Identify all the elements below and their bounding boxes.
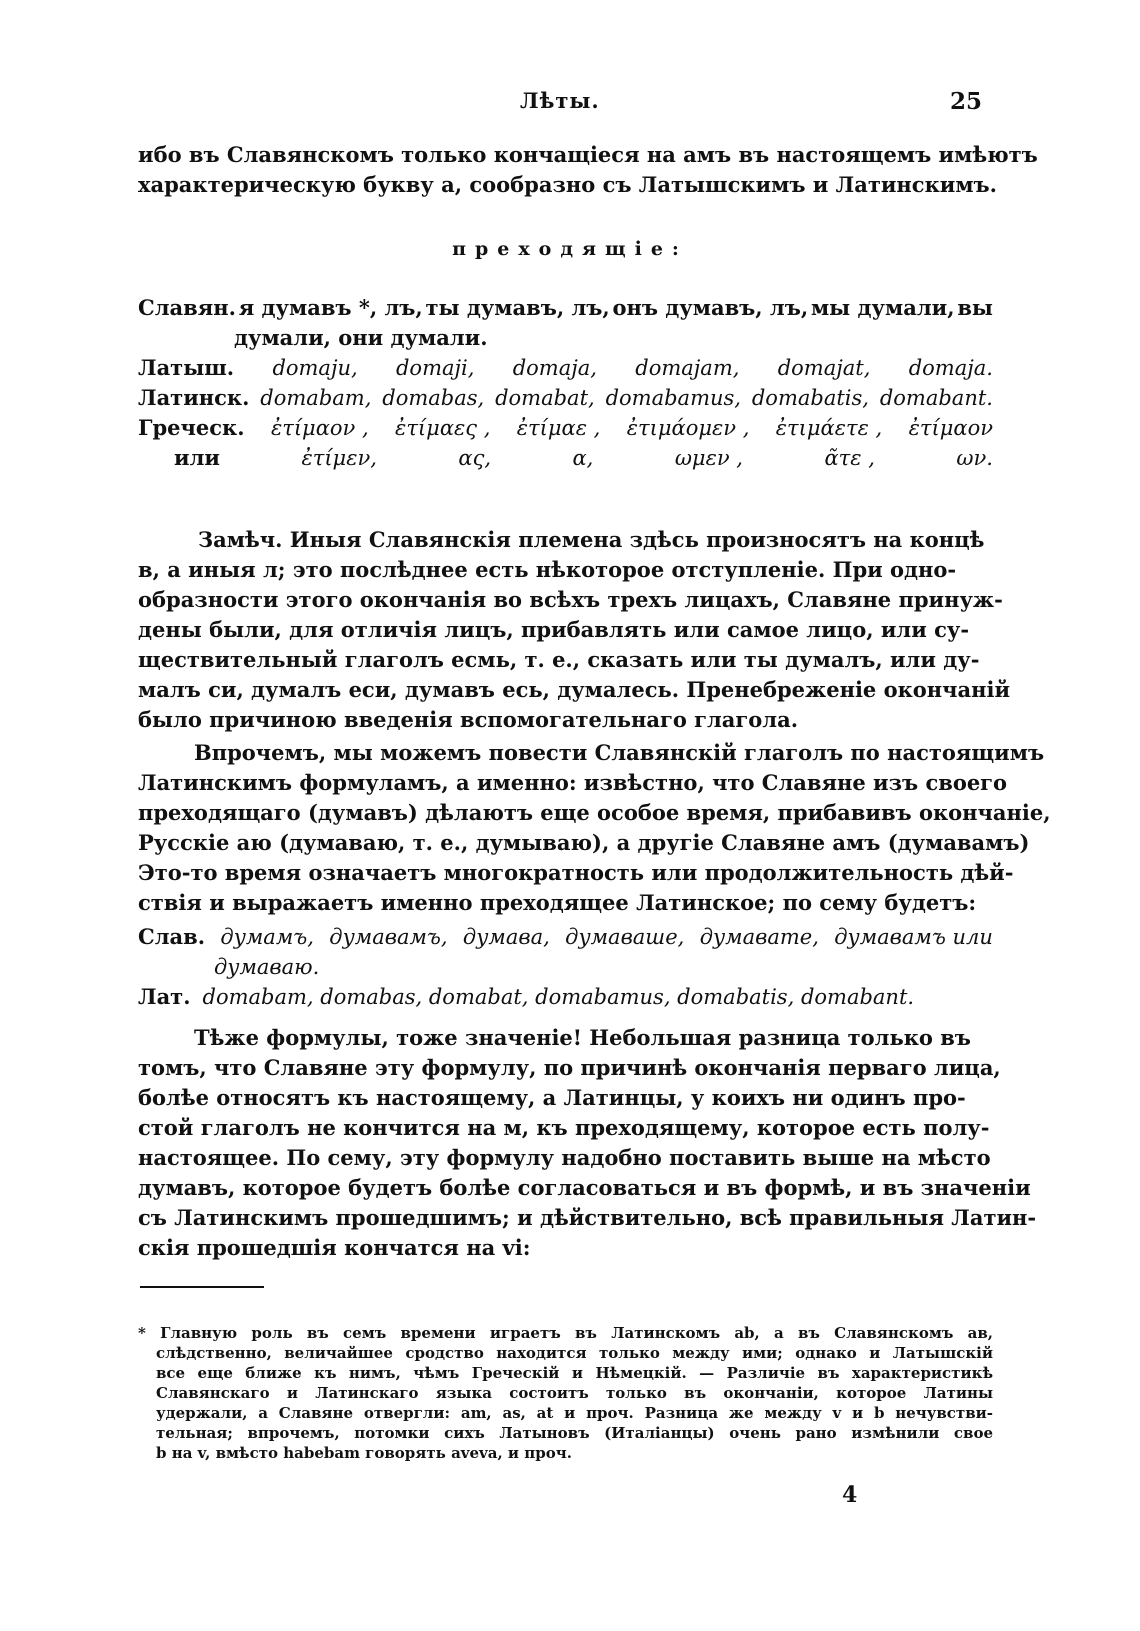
- paragraph-3: [138, 1023, 1037, 1263]
- text-line: Впрочемъ, мы можемъ повести Славянскій глаголъ по настоящимъ: [194, 740, 1045, 765]
- text-line: ствія и выражаетъ именно преходящее Латинское; по сему будетъ:: [138, 890, 977, 915]
- form-cell: domaji,: [395, 356, 475, 380]
- form-cell: думаваше,: [565, 925, 685, 949]
- form-cell: ты думавъ, лъ,: [425, 295, 610, 320]
- footnote-rule: [140, 1286, 264, 1288]
- form-cell: domajat,: [777, 356, 871, 380]
- text-line: томъ, что Славяне эту формулу, по причинѣ окончанія перваго лица,: [138, 1055, 1001, 1080]
- form-cell: думамъ,: [220, 925, 314, 949]
- form-cell: domajam,: [635, 356, 740, 380]
- signature-mark: 4: [842, 1482, 858, 1508]
- form-cell: думавaю.: [214, 955, 320, 979]
- form-cell: вы: [957, 295, 993, 320]
- lat-formula-row: [138, 982, 993, 1012]
- text-line: преходящаго (думавъ) дѣлаютъ еще особое время, прибавивъ окончаніе,: [138, 800, 1051, 825]
- form-cell: думали, они думали.: [234, 325, 488, 350]
- form-cell: domabam, domabas, domabat, domabamus, domabatis, domabant.: [202, 985, 915, 1009]
- form-cell: α,: [572, 446, 594, 470]
- text-line: ибо въ Славянскомъ только кончащіеся на амъ въ настоящемъ имѣютъ: [138, 142, 1038, 167]
- form-cell: ἐτιμάετε ,: [775, 416, 883, 440]
- footnote-line: слѣдственно, величайшее сродство находится только между ими; однако и Латышскій: [156, 1344, 993, 1362]
- form-cell: думавамъ или: [834, 925, 993, 949]
- slav-formula-row: [138, 922, 993, 952]
- footnote: [138, 1323, 993, 1463]
- form-cell: думава,: [462, 925, 550, 949]
- text-line: Русскіе аю (думаваю, т. е., думываю), а другіе Славяне амъ (думавамъ): [138, 830, 1030, 855]
- footnote-line: * Главную роль въ семъ времени играетъ въ Латинскомъ ab, а въ Славянскомъ ав,: [138, 1324, 993, 1342]
- form-cell: domabat,: [495, 386, 595, 410]
- footnote-line: тельная; впрочемъ, потомки сихъ Латыновъ (Италіанцы) очень рано измѣнили свое: [156, 1424, 993, 1442]
- form-cell: ας,: [458, 446, 492, 470]
- form-cell: domabatis,: [751, 386, 869, 410]
- form-cell: domabas,: [382, 386, 485, 410]
- formula-table: [138, 922, 993, 1012]
- form-cell: domabamus,: [605, 386, 741, 410]
- footnote-line: все еще ближе къ нимъ, чѣмъ Греческій и Нѣмецкій. — Различіе въ характеристикѣ: [156, 1364, 993, 1382]
- footnote-line: удержали, а Славяне отвергли: am, as, at и проч. Разница же между v и b нечувстви-: [156, 1404, 993, 1422]
- greek-or-label: или: [174, 445, 220, 470]
- form-cell: ᾶτε ,: [824, 446, 875, 470]
- lat-label: Лат.: [138, 984, 191, 1009]
- text-line: скія прошедшія кончатся на vi:: [138, 1235, 531, 1260]
- footnote-line: Славянскаго и Латинскаго языка состоитъ только въ окончаніи, которое Латины: [156, 1384, 993, 1402]
- greek-row: [138, 413, 993, 443]
- text-line: Латинскимъ формуламъ, а именно: извѣстно, что Славяне изъ своего: [138, 770, 1008, 795]
- greek-row-alt: [138, 443, 993, 473]
- greek-label: Греческ.: [138, 415, 245, 440]
- form-cell: ωμεν ,: [674, 446, 743, 470]
- form-cell: мы думали,: [810, 295, 955, 320]
- text-line: ществительный глаголъ есмь, т. е., сказать или ты думалъ, или ду-: [138, 647, 980, 672]
- slav-formula-row-continued: [138, 952, 993, 982]
- latvian-label: Латыш.: [138, 355, 235, 380]
- form-cell: domaju,: [272, 356, 358, 380]
- conjugation-table: [138, 293, 993, 473]
- text-line: съ Латинскимъ прошедшимъ; и дѣйствительно, всѣ правильныя Латин-: [138, 1205, 1037, 1230]
- form-cell: ων.: [956, 446, 993, 470]
- form-cell: ἐτίμαον ,: [270, 416, 369, 440]
- text-line: Это-то время означаетъ многократность или продолжительность дѣй-: [138, 860, 1014, 885]
- slavic-label: Славян.: [138, 295, 236, 320]
- slavic-row-continued: [138, 323, 993, 353]
- form-cell: ἐτίμαε ,: [516, 416, 601, 440]
- form-cell: domabam,: [260, 386, 372, 410]
- intro-paragraph: [138, 140, 1038, 200]
- form-cell: ἐτιμάομεν ,: [626, 416, 750, 440]
- latvian-row: [138, 353, 993, 383]
- text-line: болѣе относятъ къ настоящему, а Латинцы, у коихъ ни одинъ про-: [138, 1085, 966, 1110]
- form-cell: ἐτίμαες ,: [395, 416, 491, 440]
- form-cell: domabant.: [879, 386, 993, 410]
- form-cell: ἐτίμαον: [908, 416, 993, 440]
- footnote-line: b на v, вмѣсто habebam говорять aveva, и проч.: [156, 1444, 572, 1462]
- text-line: дены были, для отличія лицъ, прибавлять или самое лицо, или су-: [138, 617, 970, 642]
- text-line: характерическую букву а, сообразно съ Латышскимъ и Латинскимъ.: [138, 172, 997, 197]
- text-line: образности этого окончанія во всѣхъ трехъ лицахъ, Славяне принуж-: [138, 587, 1003, 612]
- text-line: стой глаголъ не кончится на м, къ преходящему, которое есть полу-: [138, 1115, 990, 1140]
- text-line: было причиною введенія вспомогательнаго глагола.: [138, 707, 799, 732]
- slav-label: Слав.: [138, 924, 206, 949]
- running-head: Лѣты.: [520, 88, 600, 113]
- section-title: преходящіе:: [452, 238, 688, 260]
- text-line: Замѣч. Иныя Славянскія племена здѣсь произносятъ на концѣ: [198, 527, 985, 552]
- page-header: [0, 88, 1140, 128]
- latin-row: [138, 383, 993, 413]
- form-cell: думавамъ,: [329, 925, 448, 949]
- form-cell: domaja,: [512, 356, 597, 380]
- latin-label: Латинск.: [138, 385, 250, 410]
- text-line: в, а иныя л; это послѣднее есть нѣкоторое отступленіе. При одно-: [138, 557, 957, 582]
- paragraph-2: [138, 738, 1051, 918]
- form-cell: я думавъ *, лъ,: [238, 295, 423, 320]
- form-cell: думавате,: [699, 925, 819, 949]
- page-number: 25: [950, 88, 983, 115]
- text-line: думавъ, которое будетъ болѣе согласоваться и въ формѣ, и въ значеніи: [138, 1175, 1031, 1200]
- form-cell: онъ думавъ, лъ,: [612, 295, 809, 320]
- remark-paragraph: [138, 525, 1011, 735]
- text-line: Тѣже формулы, тоже значеніе! Небольшая разница только въ: [194, 1025, 971, 1050]
- form-cell: ἐτίμεν,: [301, 446, 377, 470]
- form-cell: domaja.: [908, 356, 993, 380]
- text-line: настоящее. По сему, эту формулу надобно поставить выше на мѣсто: [138, 1145, 991, 1170]
- text-line: малъ си, думалъ еси, думавъ есь, думалесь. Пренебреженіе окончаній: [138, 677, 1011, 702]
- slavic-row: [138, 293, 993, 323]
